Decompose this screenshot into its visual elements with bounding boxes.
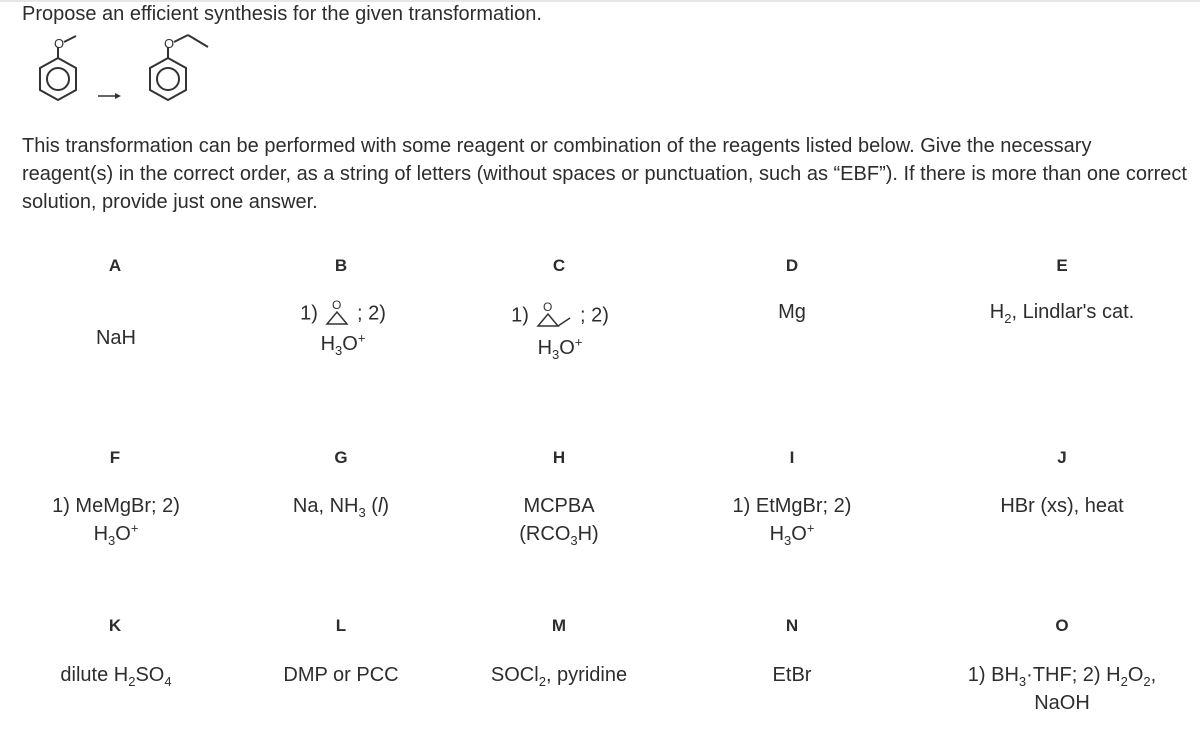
reagent-letter-m: M (551, 616, 567, 635)
reagent-k: dilute $H_2SO_4$ (60, 664, 172, 689)
reagent-c-line1 (480, 300, 640, 332)
reagent-i-line2: $H_3O^+$ (769, 520, 815, 548)
reagent-c (480, 300, 640, 362)
question-description: This transformation can be performed with some reagent or combination of the reagents listed below. Give the necessary reagent(s) in the correct order, as a string of letters (without spaces or punctuation, such as “EBF”). If there is more than one correct solution, provide just one answer. (22, 135, 1187, 213)
reagent-letter-e: E (1056, 256, 1068, 275)
reagent-letter-l: L (335, 616, 347, 635)
start-oxygen-label: O (54, 36, 65, 51)
reagent-j: HBr (xs), heat (1000, 495, 1124, 517)
reagent-b-step2-label: ; 2) (357, 302, 386, 325)
reagent-f-line2: $H_3O^+$ (93, 520, 139, 548)
reagent-o-line1: 1) $BH_3\cdot THF$; 2) $H_2O_2$, (967, 664, 1157, 689)
reagent-letter-j: J (1057, 448, 1067, 467)
reagent-b-step1-label: 1) (300, 302, 318, 325)
product-oxygen-label: O (164, 36, 175, 51)
reagent-letter-b: B (334, 256, 348, 275)
reagent-f (36, 492, 196, 548)
reagent-letter-o: O (1055, 616, 1069, 635)
propylene-oxide-icon (534, 300, 574, 332)
reagent-b-line1 (268, 298, 418, 330)
reagent-l: DMP or PCC (283, 664, 399, 686)
reagent-m: SOCl$_2$, pyridine (490, 664, 628, 689)
reagent-o-line2: NaOH (1034, 692, 1090, 714)
reagent-b (268, 298, 418, 358)
reagent-b-line2: $H_3O^+$ (320, 330, 366, 358)
reagent-g: Na, $NH_3$ (l) (292, 495, 390, 520)
reagent-letter-i: I (789, 448, 795, 467)
reaction-arrow (98, 93, 121, 99)
reagent-h-line1: MCPBA (523, 495, 595, 517)
reagent-h (484, 492, 634, 548)
reagent-c-step1-label: 1) (511, 304, 529, 327)
reagent-o (952, 661, 1172, 717)
reagent-h-line2: $(RCO_3H)$ (519, 523, 599, 548)
reagent-letter-d: D (785, 256, 799, 275)
ethylene-oxide-icon (323, 298, 351, 330)
reagent-letter-n: N (785, 616, 799, 635)
reagent-i-line1: 1) EtMgBr; 2) (732, 495, 852, 517)
reagent-letter-k: K (108, 616, 122, 635)
reagent-a: NaH (95, 327, 136, 349)
reagent-d: Mg (778, 301, 806, 323)
reagent-letter-g: G (334, 448, 348, 467)
product-structure (150, 35, 208, 100)
reagent-letter-a: A (108, 256, 122, 275)
reagent-letter-f: F (109, 448, 121, 467)
reagent-c-line2: $H_3O^+$ (537, 334, 583, 362)
reagent-i (712, 492, 872, 548)
reagent-c-step2-label: ; 2) (580, 304, 609, 327)
epoxide-oxygen-label: O (543, 300, 553, 314)
reaction-scheme (20, 28, 230, 124)
question-prompt: Propose an efficient synthesis for the given transformation. (22, 3, 542, 25)
reagent-f-line1: 1) MeMgBr; 2) (52, 495, 180, 517)
epoxide-oxygen-label: O (332, 298, 342, 312)
reagent-e: $H_2$, Lindlar's cat. (989, 301, 1135, 326)
reagent-letter-c: C (552, 256, 566, 275)
reagent-letter-h: H (552, 448, 566, 467)
reagent-n: EtBr (772, 664, 812, 686)
